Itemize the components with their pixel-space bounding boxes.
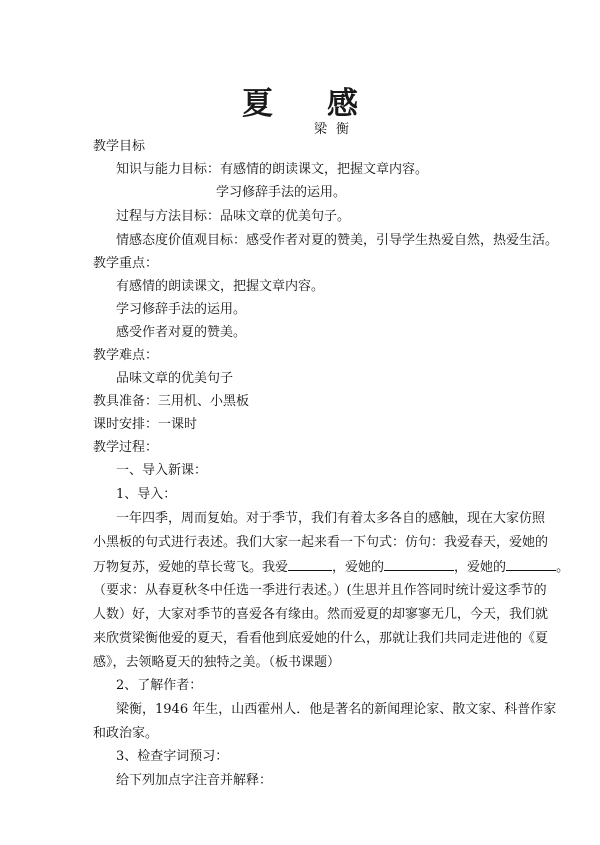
objective-emotion: 情感态度价值观目标：感受作者对夏的赞美，引导学生热爱自然，热爱生活。: [116, 233, 559, 248]
fill-blank-line: [506, 558, 556, 571]
intro-paragraph-line: 感》，去领略夏天的独特之美。（板书课题）: [93, 655, 341, 670]
key-point-item: 学习修辞手法的运用。: [116, 302, 247, 317]
process-heading: 教学过程：: [93, 440, 159, 455]
intro-paragraph-text: 万物复苏，爱她的草长莺飞。: [93, 560, 263, 575]
objective-knowledge: 知识与能力目标：有感情的朗读课文，把握文章内容。: [116, 162, 429, 177]
step-heading: 3、检查字词预习：: [116, 749, 229, 764]
step-heading: 2、了解作者：: [116, 678, 203, 693]
fill-blank-label: 我爱: [262, 560, 289, 575]
key-point-item: 有感情的朗读课文，把握文章内容。: [116, 279, 325, 294]
objectives-heading: 教学目标: [93, 139, 146, 154]
author-bio-line: 梁衡，1946 年生，山西霍州人．他是著名的新闻理论家、散文家、科普作家: [116, 702, 557, 717]
key-points-heading: 教学重点：: [93, 256, 159, 271]
fill-blank-label: ，爱她的: [332, 560, 385, 575]
author-bio-line: 和政治家。: [93, 726, 159, 741]
step-heading: 1、导入：: [116, 487, 177, 502]
intro-paragraph-line: 来欣赏梁衡他爱的夏天，看看他到底爱她的什么，那就让我们共同走进他的《夏: [93, 631, 549, 646]
difficulty-heading: 教学难点：: [93, 348, 159, 363]
fill-blank-line: [288, 558, 332, 571]
intro-paragraph-line: 一年四季，周而复始。对于季节，我们有着太多各自的感触，现在大家仿照: [116, 511, 546, 526]
objective-knowledge-cont: 学习修辞手法的运用。: [216, 185, 347, 200]
key-point-item: 感受作者对夏的赞美。: [116, 325, 247, 340]
difficulty-item: 品味文章的优美句子: [116, 371, 234, 386]
objective-process: 过程与方法目标：品味文章的优美句子。: [116, 209, 351, 224]
intro-paragraph-line: 小黑板的句式进行表述。我们大家一起来看一下句式：仿句：我爱春天，爱她的: [93, 535, 549, 550]
intro-paragraph-line: 人数）好，大家对季节的喜爱各有缘由。然而爱夏的却寥寥无几，今天，我们就: [93, 607, 549, 622]
page-title: 夏感: [242, 86, 412, 122]
section-heading: 一、导入新课：: [116, 463, 208, 478]
fill-blank-label: ，爱她的: [454, 560, 507, 575]
fill-blank-line: [384, 558, 454, 571]
intro-paragraph-line: （要求：从春夏秋冬中任选一季进行表述。）(生思并且作答同时统计爱这季节的: [93, 583, 547, 598]
schedule-line: 课时安排：一课时: [93, 417, 198, 432]
intro-paragraph-line-with-blanks: [93, 558, 569, 577]
step-task: 给下列加点字注音并解释：: [116, 773, 273, 788]
fill-blank-label: 。: [556, 560, 570, 575]
tools-line: 教具准备：三用机、小黑板: [93, 394, 250, 409]
author-name: 梁衡: [314, 122, 359, 137]
